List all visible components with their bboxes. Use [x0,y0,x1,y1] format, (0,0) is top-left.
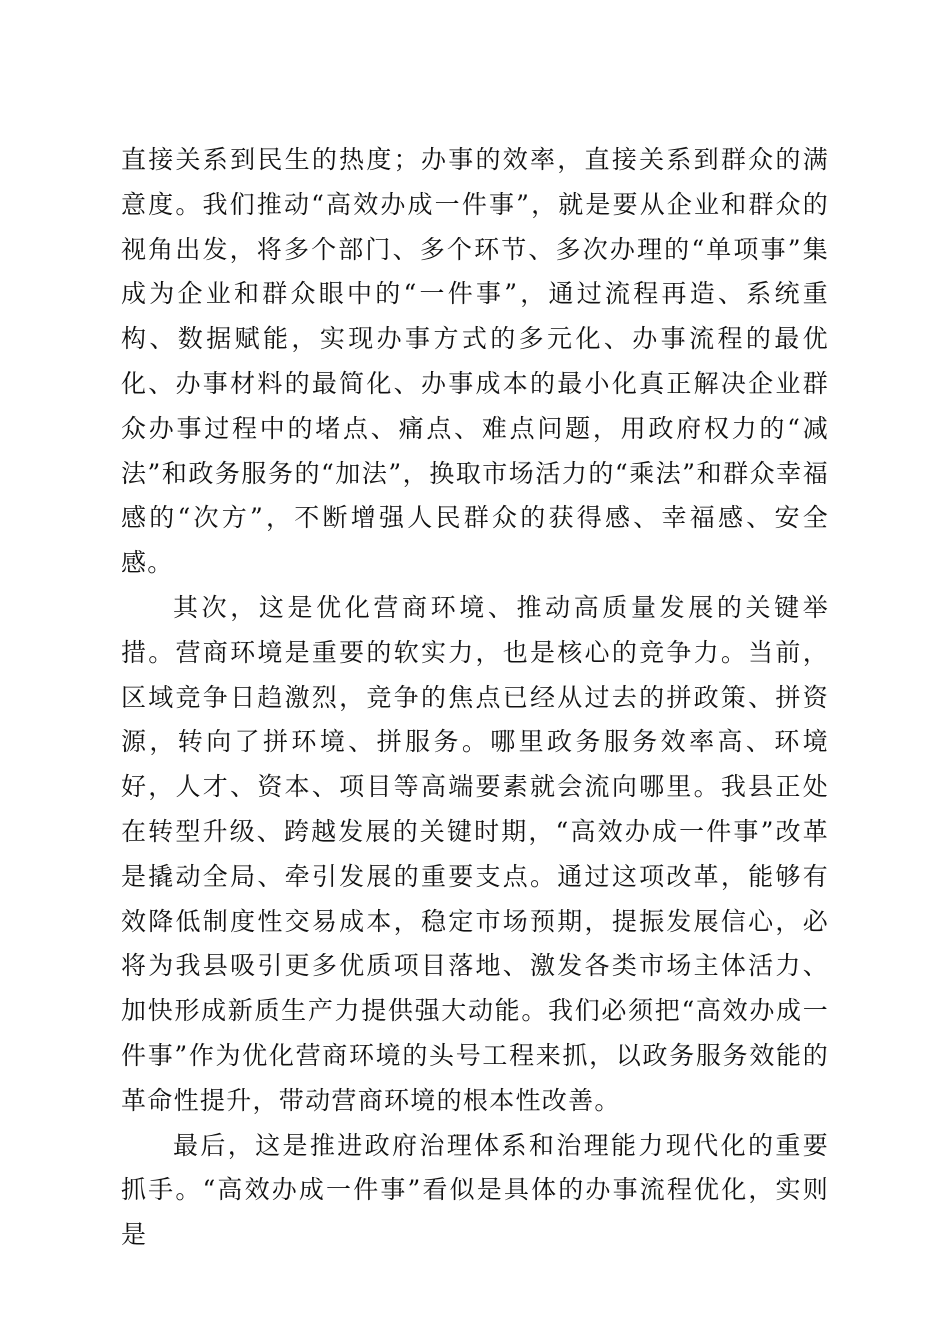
paragraph-1: 直接关系到民生的热度；办事的效率，直接关系到群众的满意度。我们推动“高效办成一件事”，就是要从企业和群众的视角出发，将多个部门、多个环节、多次办理的“单项事”集成为企业和群众眼中的“一件事”，通过流程再造、系统重构、数据赋能，实现办事方式的多元化、办事流程的最优化、办事材料的最简化、办事成本的最小化真正解决企业群众办事过程中的堵点、痛点、难点问题，用政府权力的“减法”和政务服务的“加法”，换取市场活力的“乘法”和群众幸福感的“次方”，不断增强人民群众的获得感、幸福感、安全感。 [121,145,829,578]
paragraph-3: 最后，这是推进政府治理体系和治理能力现代化的重要抓手。“高效办成一件事”看似是具体的办事流程优化，实则是 [121,1130,829,1250]
paragraph-2: 其次，这是优化营商环境、推动高质量发展的关键举措。营商环境是重要的软实力，也是核心的竞争力。当前，区域竞争日趋激烈，竞争的焦点已经从过去的拼政策、拼资源，转向了拼环境、拼服务。哪里政务服务效率高、环境好，人才、资本、项目等高端要素就会流向哪里。我县正处在转型升级、跨越发展的关键时期，“高效办成一件事”改革是撬动全局、牵引发展的重要支点。通过这项改革，能够有效降低制度性交易成本，稳定市场预期，提振发展信心，必将为我县吸引更多优质项目落地、激发各类市场主体活力、加快形成新质生产力提供强大动能。我们必须把“高效办成一件事”作为优化营商环境的头号工程来抓，以政务服务效能的革命性提升，带动营商环境的根本性改善。 [121,592,829,1115]
document-page [121,138,829,1258]
